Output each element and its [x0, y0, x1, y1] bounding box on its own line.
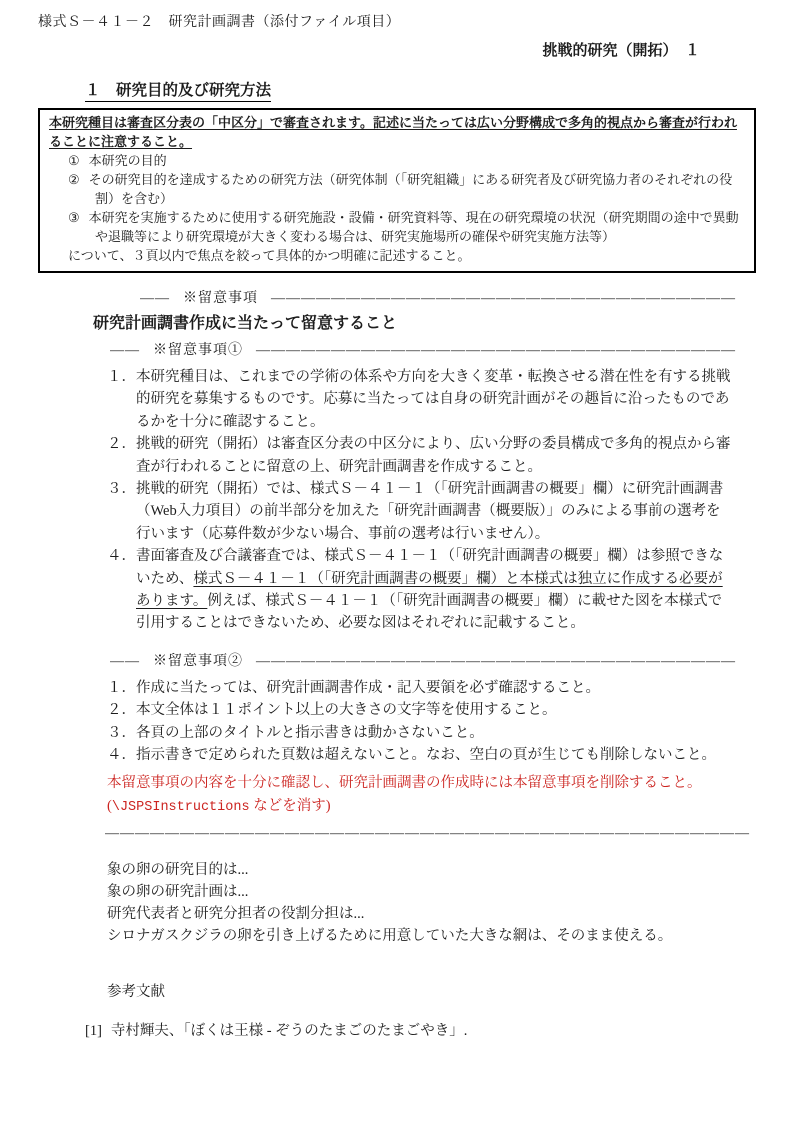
program-name-header: 挑戦的研究（開拓） １	[542, 42, 700, 59]
red-warning-close: などを消す)	[249, 798, 331, 814]
notes-divider-2	[110, 651, 794, 673]
divider-dashes: ――――――――――――――――――――――――――――――――	[256, 653, 736, 669]
notes-divider	[140, 288, 794, 310]
circled-number-3: ③	[68, 210, 80, 225]
note-item-number: １．	[107, 679, 136, 696]
divider-prefix: ――	[140, 291, 170, 306]
note-item-text: 作成に当たっては、研究計画調書作成・記入要領を必ず確認すること。	[136, 679, 600, 696]
note-item-number: ４．	[107, 548, 136, 565]
red-warning-paren: (	[107, 798, 112, 814]
note-item	[107, 366, 732, 433]
body-line: シロナガスクジラの卵を引き上げるために用意していた大きな網は、そのまま使える。	[107, 928, 673, 945]
instruction-box-item-text: 本研究の目的	[88, 153, 167, 168]
instruction-box-item-text: 本研究を実施するために使用する研究施設・設備・研究資料等、現在の研究環境の状況（研究期間の途中で異動や退職等により研究環境が大きく変わる場合は、研究実施場所の確保や研究実施方法等）	[88, 210, 739, 244]
notes-group-2	[0, 677, 794, 767]
divider-label: ※留意事項	[183, 291, 258, 306]
notes-heading: 研究計画調書作成に当たって留意すること	[93, 315, 398, 332]
red-warning-line: 本留意事項の内容を十分に確認し、研究計画調書の作成時には本留意事項を削除すること。	[107, 774, 702, 791]
instruction-box	[38, 108, 756, 273]
note-item-number: ３．	[107, 724, 136, 741]
note-item-number: １．	[107, 369, 136, 385]
note-item	[107, 433, 732, 478]
divider-prefix: ――	[110, 653, 140, 669]
body-line: 象の卵の研究目的は...	[107, 861, 249, 878]
red-warning-line	[107, 795, 794, 820]
instruction-box-item	[49, 151, 746, 170]
circled-number-1: ①	[68, 153, 80, 168]
instruction-box-lead: 本研究種目は審査区分表の「中区分」で審査されます。記述に当たっては広い分野構成で多角的視点から審査が行われることに注意すること。	[49, 115, 737, 149]
divider-prefix: ――	[110, 343, 140, 358]
circled-number-2: ②	[68, 172, 80, 187]
note-item-text: 挑戦的研究（開拓）では、様式Ｓ－４１－１（「研究計画調書の概要」欄）に研究計画調書（Web入力項目）の前半部分を加えた「研究計画調書（概要版）」のみによる事前の選考を行います（応募件数が少ない場合、事前の選考は行いません）。	[136, 481, 724, 542]
section-title	[85, 81, 794, 102]
note-item-number: ４．	[107, 747, 136, 764]
note-item-number: ２．	[107, 702, 136, 719]
note-item	[107, 545, 732, 635]
note-item-text: 例えば、様式Ｓ－４１－１（「研究計画調書の概要」欄）に載せた図を本様式で引用することはできないため、必要な図はそれぞれに記載すること。	[136, 593, 723, 632]
instruction-box-closing: について、３頁以内で焦点を絞って具体的かつ明確に記述すること。	[68, 248, 471, 263]
instruction-box-item-text: その研究目的を達成するための研究方法（研究体制（「研究組織」にある研究者及び研究協力者のそれぞれの役割）を含む）	[88, 172, 733, 206]
notes-group-1	[0, 366, 794, 635]
note-item-text: 各頁の上部のタイトルと指示書きは動かさないこと。	[136, 724, 484, 741]
body-line: 象の卵の研究計画は...	[107, 883, 249, 900]
instruction-box-item	[49, 208, 746, 246]
divider-label: ※留意事項①	[153, 343, 243, 358]
note-item	[107, 677, 732, 699]
note-item	[107, 722, 732, 744]
divider-dashes: ―――――――――――――――――――――――――――――――	[271, 291, 736, 306]
note-item-text: 本文全体は１１ポイント以上の大きさの文字等を使用すること。	[136, 702, 557, 719]
latex-command-text: \JSPSInstructions	[111, 800, 250, 815]
form-code-header: 様式Ｓ－４１－２ 研究計画調書（添付ファイル項目）	[38, 15, 401, 30]
note-item	[107, 744, 732, 766]
note-item	[107, 478, 732, 545]
body-line: 研究代表者と研究分担者の役割分担は...	[107, 906, 365, 923]
section-title-text: １ 研究目的及び研究方法	[85, 81, 271, 102]
reference-marker: [1]	[85, 1022, 102, 1039]
note-item-number: ２．	[107, 436, 136, 453]
red-warning	[107, 772, 794, 820]
divider-dashes: ――――――――――――――――――――――――――――――――	[256, 343, 736, 358]
note-item-text: 書面審査及び合議審査では、様式Ｓ－４１－１（「研究計画調書の概要」欄）は参照できないため、	[136, 548, 724, 587]
divider-label: ※留意事項②	[153, 653, 243, 669]
notes-divider-1	[110, 340, 794, 362]
instruction-box-item	[49, 170, 746, 208]
note-item-number: ３．	[107, 481, 136, 498]
reference-item	[85, 1020, 794, 1042]
note-item-text: 挑戦的研究（開拓）は審査区分表の中区分により、広い分野の委員構成で多角的視点から審査が行われることに留意の上、研究計画調書を作成すること。	[136, 436, 731, 475]
note-item-underlined-text: 様式Ｓ－４１－１（「研究計画調書の概要」欄）と本様式は独立に作成する必要があります。	[136, 570, 723, 610]
note-item-text: 指示書きで定められた頁数は超えないこと。なお、空白の頁が生じても削除しないこと。	[136, 747, 716, 764]
reference-text: 寺村輝夫、「ぼくは王様 - ぞうのたまごのたまごやき」.	[110, 1022, 468, 1039]
draft-body	[107, 859, 794, 948]
note-item-text: 本研究種目は、これまでの学術の体系や方向を大きく変革・転換させる潜在性を有する挑戦的研究を募集するものです。応募に当たっては自身の研究計画がその趣旨に沿ったものであるかを十分に確認すること。	[136, 369, 731, 430]
bottom-divider: ―――――――――――――――――――――――――――――――――――――――――――	[105, 825, 750, 841]
references-heading: 参考文献	[107, 983, 165, 1000]
note-item	[107, 699, 732, 721]
